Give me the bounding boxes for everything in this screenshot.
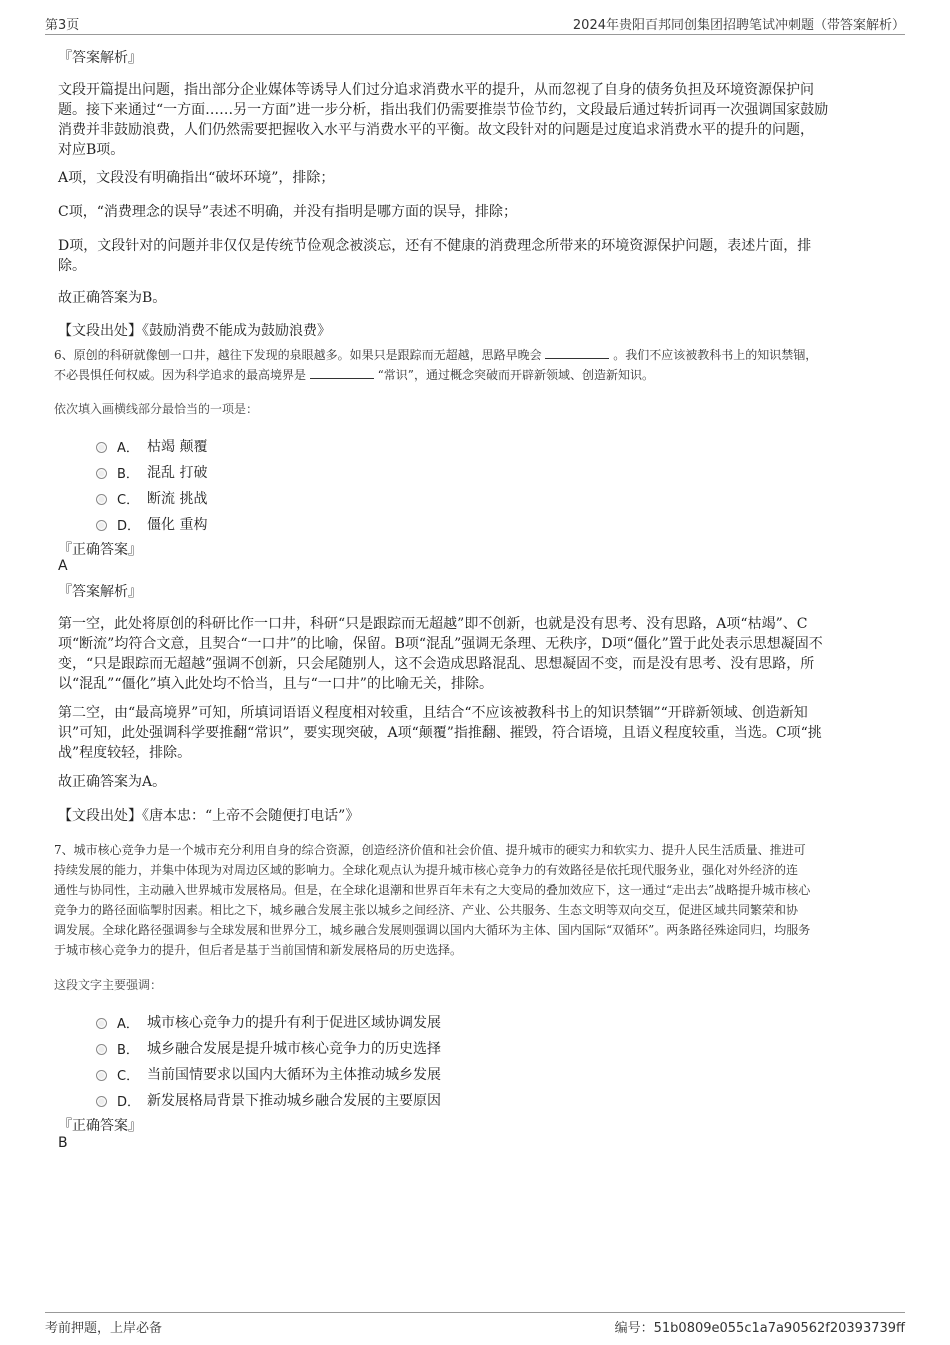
stem-text: 。我们不应该被教科书上的知识禁锢， xyxy=(613,348,818,362)
option-text: 新发展格局背景下推动城乡融合发展的主要原因 xyxy=(147,1093,441,1109)
q6-analysis-p1 xyxy=(58,614,888,694)
q7-option-a[interactable] xyxy=(96,1012,441,1032)
fill-blank-1 xyxy=(545,346,609,359)
q5-option-a-note: A项，文段没有明确指出“破坏环境”，排除； xyxy=(58,170,335,186)
analysis-line: 题。接下来通过“一方面……另一方面”进一步分析，指出我们仍需要推崇节俭节约，文段最后通过转折词再一次强调国家鼓励 xyxy=(58,102,829,118)
radio-icon[interactable] xyxy=(96,1018,107,1029)
document-serial: 编号：51b0809e055c1a7a90562f20393739ff xyxy=(614,1321,905,1336)
q5-analysis xyxy=(58,80,888,160)
stem-text: 通性与协同性，主动融入世界城市发展格局。但是，在全球化退潮和世界百年未有之大变局的叠加效应下，这一通过“走出去”战略提升城市核心 xyxy=(54,883,811,897)
q6-stem xyxy=(54,345,894,385)
answer-label: 『正确答案』 xyxy=(58,542,142,558)
q5-conclusion: 故正确答案为B。 xyxy=(58,290,167,306)
q7-answer: B xyxy=(58,1135,68,1151)
option-key: D． xyxy=(117,1094,141,1110)
radio-icon[interactable] xyxy=(96,1096,107,1107)
q7-prompt: 这段文字主要强调： xyxy=(54,978,163,992)
q6-option-b[interactable] xyxy=(96,462,207,482)
stem-text: 7、城市核心竞争力是一个城市充分利用自身的综合资源，创造经济价值和社会价值、提升城市的硬实力和软实力、提升人民生活质量、推进可 xyxy=(54,843,806,857)
q6-option-a[interactable] xyxy=(96,436,207,456)
stem-text: 调发展。全球化路径强调参与全球发展和世界分工，城乡融合发展则强调以国内大循环为主体、国内国际“双循环”。两条路径殊途同归，均服务 xyxy=(54,923,811,937)
q5-option-c-note: C项，“消费理念的误导”表述不明确，并没有指明是哪方面的误导，排除； xyxy=(58,204,518,220)
q5-option-d-note xyxy=(58,236,888,276)
analysis-line: 变，“只是跟踪而无超越”强调不创新，只会尾随别人，这不会造成思路混乱、思想凝固不变，而是没有思考、没有思路，所 xyxy=(58,656,815,672)
option-key: B． xyxy=(117,1042,139,1058)
stem-text: 竞争力的路径面临掣肘因素。相比之下，城乡融合发展主张以城乡之间经济、产业、公共服务、生态文明等双向交互，促进区域共同繁荣和协 xyxy=(54,903,799,917)
radio-icon[interactable] xyxy=(96,1044,107,1055)
q6-source: 【文段出处】《唐本忠：“上帝不会随便打电话”》 xyxy=(58,808,360,824)
q6-option-c[interactable] xyxy=(96,488,207,508)
analysis-line: D项，文段针对的问题并非仅仅是传统节俭观念被淡忘，还有不健康的消费理念所带来的环境资源保护问题，表述片面，排 xyxy=(58,238,812,254)
option-text: 城市核心竞争力的提升有利于促进区域协调发展 xyxy=(147,1015,441,1031)
fill-blank-2 xyxy=(310,366,374,379)
option-key: B． xyxy=(117,466,139,482)
analysis-line: 项“断流”均符合文意，且契合“一口井”的比喻，保留。B项“混乱”强调无条理、无秩序，D项“僵化”置于此处表示思想凝固不 xyxy=(58,636,823,652)
stem-text: 于城市核心竞争力的提升，但后者是基于当前国情和新发展格局的历史选择。 xyxy=(54,943,463,957)
q6-analysis-p2 xyxy=(58,703,888,763)
q7-option-c[interactable] xyxy=(96,1064,441,1084)
option-text: 断流 挑战 xyxy=(147,491,208,507)
q7-option-b[interactable] xyxy=(96,1038,441,1058)
option-key: A． xyxy=(117,440,139,456)
q6-option-d[interactable] xyxy=(96,514,207,534)
stem-text: 6、原创的科研就像刨一口井，越往下发现的泉眼越多。如果只是跟踪而无超越，思路早晚会 xyxy=(54,348,542,362)
page-footer xyxy=(45,1312,905,1343)
option-text: 僵化 重构 xyxy=(147,517,208,533)
page-header xyxy=(45,12,905,35)
analysis-label: 『答案解析』 xyxy=(58,584,142,600)
option-text: 枯竭 颠覆 xyxy=(147,439,208,455)
option-text: 城乡融合发展是提升城市核心竞争力的历史选择 xyxy=(147,1041,441,1057)
analysis-line: 消费并非鼓励浪费，人们仍然需要把握收入水平与消费水平的平衡。故文段针对的问题是过度追求消费水平的提升的问题， xyxy=(58,122,814,138)
page-number: 第3页 xyxy=(45,18,80,33)
radio-icon[interactable] xyxy=(96,520,107,531)
option-text: 当前国情要求以国内大循环为主体推动城乡发展 xyxy=(147,1067,441,1083)
analysis-line: 识”可知，此处强调科学要推翻“常识”，要实现突破，A项“颠覆”指推翻、摧毁，符合语境，且语义程度较重，当选。C项“挑 xyxy=(58,725,822,741)
q5-source: 【文段出处】《鼓励消费不能成为鼓励浪费》 xyxy=(58,323,331,339)
analysis-line: 第二空，由“最高境界”可知，所填词语语义程度相对较重，且结合“不应该被教科书上的知识禁锢”“开辟新领域、创造新知 xyxy=(58,705,808,721)
radio-icon[interactable] xyxy=(96,468,107,479)
option-key: C． xyxy=(117,1068,140,1084)
footer-slogan: 考前押题，上岸必备 xyxy=(45,1321,163,1336)
option-text: 混乱 打破 xyxy=(147,465,208,481)
q7-stem xyxy=(54,840,894,960)
analysis-line: 对应B项。 xyxy=(58,142,125,158)
stem-text: 持续发展的能力，并集中体现为对周边区域的影响力。全球化观点认为提升城市核心竞争力的有效路径是依托现代服务业，强化对外经济的连 xyxy=(54,863,799,877)
option-key: C． xyxy=(117,492,140,508)
q6-answer: A xyxy=(58,558,68,574)
stem-text: 不必畏惧任何权威。因为科学追求的最高境界是 xyxy=(54,368,307,382)
q6-conclusion: 故正确答案为A。 xyxy=(58,774,167,790)
radio-icon[interactable] xyxy=(96,1070,107,1081)
analysis-line: 文段开篇提出问题，指出部分企业媒体等诱导人们过分追求消费水平的提升，从而忽视了自身的债务负担及环境资源保护问 xyxy=(58,82,814,98)
analysis-line: 战”程度较轻，排除。 xyxy=(58,745,192,761)
stem-text: “常识”，通过概念突破而开辟新领域、创造新知识。 xyxy=(377,368,654,382)
option-key: D． xyxy=(117,518,141,534)
document-title: 2024年贵阳百邦同创集团招聘笔试冲刺题（带答案解析） xyxy=(572,18,905,33)
radio-icon[interactable] xyxy=(96,494,107,505)
q7-option-d[interactable] xyxy=(96,1090,441,1110)
radio-icon[interactable] xyxy=(96,442,107,453)
option-key: A． xyxy=(117,1016,139,1032)
q6-prompt: 依次填入画横线部分最恰当的一项是： xyxy=(54,402,259,416)
analysis-line: 除。 xyxy=(58,258,86,274)
analysis-line: 以“混乱”“僵化”填入此处均不恰当，且与“一口井”的比喻无关，排除。 xyxy=(58,676,493,692)
analysis-line: 第一空，此处将原创的科研比作一口井，科研“只是跟踪而无超越”即不创新，也就是没有思考、没有思路，A项“枯竭”、C xyxy=(58,616,808,632)
analysis-label: 『答案解析』 xyxy=(58,50,142,66)
answer-label: 『正确答案』 xyxy=(58,1118,142,1134)
